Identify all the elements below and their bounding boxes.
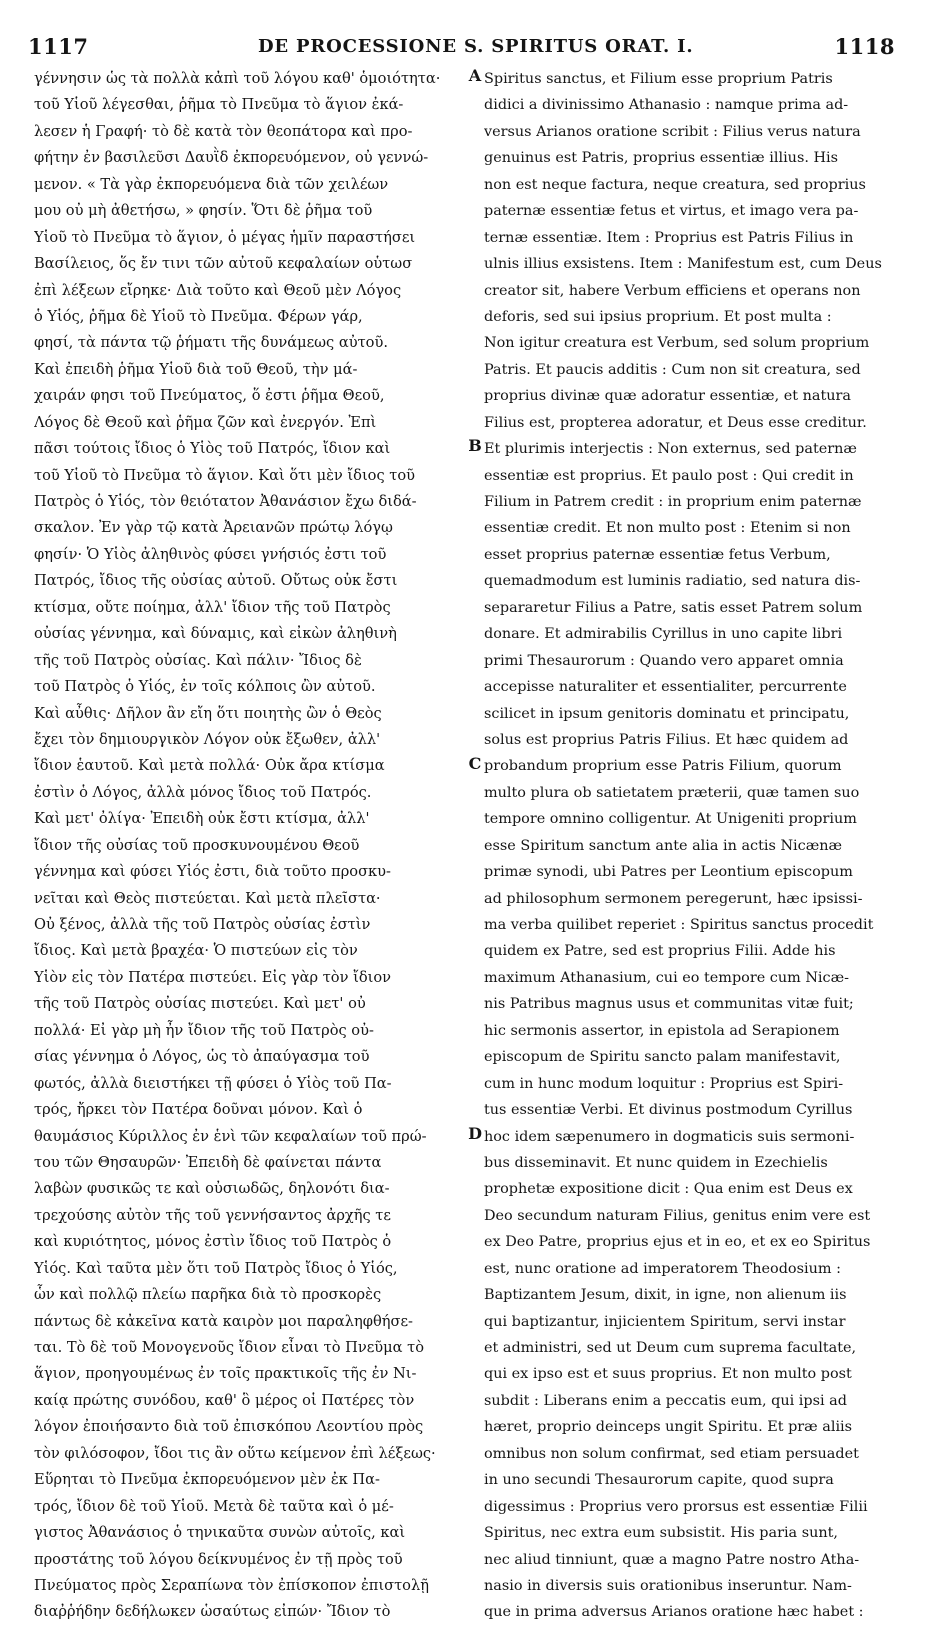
latin-text-line: primæ synodi, ubi Patres per Leontium episcopum [484, 864, 853, 881]
page-number-left: 1117 [28, 34, 89, 59]
greek-text-line: Λόγος δὲ Θεοῦ καὶ ῥῆμα ζῶν καὶ ἐνεργόν. Ἐπὶ [34, 413, 377, 431]
latin-text-line: prophetæ expositione dicit : Qua enim est Deus ex [484, 1181, 853, 1198]
latin-text-line: creator sit, habere Verbum efficiens et operans non [484, 282, 861, 299]
latin-text-line: ma verba quilibet reperiet : Spiritus sanctus procedit [484, 917, 874, 933]
greek-text-line: Καὶ ἐπειδὴ ῥῆμα Υἱοῦ διὰ τοῦ Θεοῦ, τὴν μά- [34, 360, 358, 378]
greek-text-line: πολλά· Εἰ γὰρ μὴ ἦν ἴδιον τῆς τοῦ Πατρὸς οὐ- [34, 1021, 374, 1039]
latin-text-line: donare. Et admirabilis Cyrillus in uno capite libri [484, 626, 843, 643]
greek-text-line: ἴδιον τῆς οὐσίας τοῦ προσκυνουμένου Θεοῦ [34, 836, 360, 854]
greek-text-line: χαιράν φησι τοῦ Πνεύματος, ὅ ἐστι ῥῆμα Θεοῦ, [34, 387, 385, 405]
latin-text-line: ternæ essentiæ. Item : Proprius est Patris Filius in [484, 229, 854, 246]
greek-text-line: καὶ κυριότητος, μόνος ἐστὶν ἴδιος τοῦ Πατρὸς ὁ [34, 1233, 392, 1251]
greek-text-line: ἐπὶ λέξεων εἴρηκε· Διὰ τοῦτο καὶ Θεοῦ μὲν Λόγος [34, 281, 402, 299]
latin-text-line: maximum Athanasium, cui eo tempore cum Nicæ- [484, 969, 849, 986]
greek-text-line: Υἱὸν εἰς τὸν Πατέρα πιστεύει. Εἰς γὰρ τὸν ἴδιον [34, 968, 391, 986]
greek-text-column [34, 66, 466, 1626]
latin-text-line: separaretur Filius a Patre, satis esset Patrem solum [484, 599, 863, 616]
greek-text-line: γιστος Ἀθανάσιος ὁ τηνικαῦτα συνὼν αὐτοῖς, καὶ [34, 1524, 406, 1542]
greek-text-line: μενον. « Τὰ γὰρ ἐκπορευόμενα διὰ τῶν χειλέων [34, 175, 389, 193]
latin-text-line: hæret, proprio deinceps ungit Spiritu. Et præ aliis [484, 1419, 853, 1436]
greek-text-line: Βασίλειος, ὅς ἔν τινι τῶν αὐτοῦ κεφαλαίων οὑτωσ [34, 255, 413, 273]
greek-text-line: φωτός, ἀλλὰ διειστήκει τῇ φύσει ὁ Υἱὸς τοῦ Πα- [34, 1074, 392, 1092]
greek-text-line: Καὶ αὖθις· Δῆλον ἂν εἴη ὅτι ποιητὴς ὢν ὁ Θεὸς [34, 704, 382, 722]
greek-text-line: Υἱοῦ τὸ Πνεῦμα τὸ ἅγιον, ὁ μέγας ἡμῖν παραστήσει [34, 228, 416, 246]
greek-text-line: νεῖται καὶ Θεὸς πιστεύεται. Καὶ μετὰ πλεῖστα· [34, 889, 381, 907]
latin-text-line: et administri, sed ut Deum cum suprema facultate, [484, 1340, 857, 1356]
greek-text-line: ἅγιον, προηγουμένως ἐν τοῖς πρακτικοῖς τῆς ἐν Νι- [34, 1365, 417, 1383]
greek-text-line: ται. Τὸ δὲ τοῦ Μονογενοῦς ἴδιον εἶναι τὸ Πνεῦμα τὸ [34, 1339, 424, 1356]
greek-text-line: σίας γέννημα ὁ Λόγος, ὡς τὸ ἀπαύγασμα τοῦ [34, 1048, 370, 1066]
margin-marker-b: B [468, 436, 482, 455]
latin-text-line: Filium in Patrem credit : in proprium enim paternæ [484, 494, 862, 510]
latin-text-line: in uno secundi Thesaurorum capite, quod supra [484, 1472, 834, 1489]
latin-text-line: ex Deo Patre, proprius ejus et in eo, et ex eo Spiritus [484, 1234, 871, 1251]
latin-text-line: quemadmodum est luminis radiatio, sed natura dis- [484, 573, 861, 590]
latin-text-line: multo plura ob satietatem præterii, quæ tamen suo [484, 784, 860, 801]
greek-text-line: Υἱός. Καὶ ταῦτα μὲν ὅτι τοῦ Πατρὸς ἴδιος ὁ Υἱός, [34, 1259, 398, 1277]
greek-text-line: Εὕρηται τὸ Πνεῦμα ἐκπορευόμενον μὲν ἐκ Πα- [34, 1471, 380, 1489]
greek-text-line: μου οὐ μὴ ἀθετήσω, » φησίν. Ὅτι δὲ ῥῆμα τοῦ [34, 202, 373, 220]
greek-text-line: Πατρὸς ὁ Υἱός, τὸν θειότατον Ἀθανάσιον ἔχω διδά- [34, 493, 417, 510]
greek-text-line: τρός, ἴδιον δὲ τοῦ Υἱοῦ. Μετὰ δὲ ταῦτα καὶ ὁ μέ- [34, 1497, 394, 1515]
greek-text-line: πάντως δὲ κἀκεῖνα κατὰ καιρὸν μοι παραληφθήσε- [34, 1312, 413, 1330]
latin-text-line: que in prima adversus Arianos oratione hæc habet : [484, 1604, 864, 1621]
latin-text-line: Filius est, propterea adoratur, et Deus esse creditur. [484, 414, 867, 431]
latin-text-line: Spiritus, nec extra eum subsistit. His paria sunt, [484, 1525, 838, 1542]
latin-text-line: tempore omnino colligentur. At Unigeniti proprium [484, 811, 857, 828]
greek-text-line: Πνεύματος πρὸς Σεραπίωνα τὸν ἐπίσκοπον ἐπιστολῇ [34, 1576, 429, 1594]
latin-text-line: subdit : Liberans enim a peccatis eum, qui ipsi ad [484, 1392, 847, 1409]
latin-text-line: cum in hunc modum loquitur : Proprius est Spiri- [484, 1075, 844, 1092]
greek-text-line: ὧν καὶ πολλῷ πλείω παρῆκα διὰ τὸ προσκορὲς [34, 1286, 382, 1304]
latin-text-line: Deo secundum naturam Filius, genitus enim vere est [484, 1207, 871, 1224]
greek-text-line: Οὐ ξένος, ἀλλὰ τῆς τοῦ Πατρὸς οὐσίας ἐστὶν [34, 916, 371, 933]
greek-text-line: προστάτης τοῦ λόγου δείκνυμένος ἐν τῇ πρὸς τοῦ [34, 1550, 403, 1568]
latin-text-line: proprius divinæ quæ adoratur essentiæ, et natura [484, 388, 851, 405]
latin-text-line: Spiritus sanctus, et Filium esse proprium Patris [484, 71, 833, 87]
greek-text-line: γέννημα καὶ φύσει Υἱός ἐστι, διὰ τοῦτο προσκυ- [34, 863, 391, 881]
latin-text-line: nis Patribus magnus usus et communitas vitæ fuit; [484, 996, 854, 1013]
greek-text-line: λόγον ἐποιήσαντο διὰ τοῦ ἐπισκόπου Λεοντίου πρὸς [34, 1418, 424, 1436]
latin-text-line: deforis, sed sui ipsius proprium. Et post multa : [484, 308, 832, 325]
greek-text-line: λεσεν ἡ Γραφή· τὸ δὲ κατὰ τὸν θεοπάτορα καὶ προ- [34, 122, 413, 140]
greek-text-line: Καὶ μετ' ὀλίγα· Ἐπειδὴ οὐκ ἔστι κτίσμα, ἀλλ' [34, 810, 370, 828]
greek-text-line: φησί, τὰ πάντα τῷ ῥήματι τῆς δυνάμεως αὐτοῦ. [34, 334, 388, 352]
margin-marker-c: C [468, 754, 482, 773]
greek-text-line: ἔχει τὸν δημιουργικὸν Λόγον οὐκ ἔξωθεν, ἀλλ' [34, 730, 381, 748]
margin-marker-d: D [468, 1124, 482, 1143]
latin-text-line: omnibus non solum confirmat, sed etiam persuadet [484, 1445, 859, 1462]
greek-text-line: λαβὼν φυσικῶς τε καὶ οὐσιωδῶς, δηλονότι δια- [34, 1180, 390, 1198]
greek-text-line: ἴδιος. Καὶ μετὰ βραχέα· Ὁ πιστεύων εἰς τὸν [34, 942, 358, 960]
latin-text-line: paternæ essentiæ fetus et virtus, et imago vera pa- [484, 203, 859, 220]
latin-text-line: primi Thesaurorum : Quando vero apparet omnia [484, 652, 844, 669]
latin-text-line: qui baptizantur, injicientem Spiritum, servi instar [484, 1313, 846, 1330]
greek-text-line: ἐστὶν ὁ Λόγος, ἀλλὰ μόνος ἴδιος τοῦ Πατρός. [34, 783, 372, 801]
latin-text-line: bus disseminavit. Et nunc quidem in Ezechielis [484, 1154, 828, 1171]
latin-text-column [484, 66, 904, 1626]
greek-text-line: τοῦ Υἱοῦ τὸ Πνεῦμα τὸ ἅγιον. Καὶ ὅτι μὲν ἴδιος τοῦ [34, 466, 415, 484]
greek-text-line: Πατρός, ἴδιος τῆς οὐσίας αὐτοῦ. Οὔτως οὐκ ἔστι [34, 572, 398, 590]
margin-marker-a: A [468, 66, 482, 85]
latin-text-line: essentiæ est proprius. Et paulo post : Qui credit in [484, 467, 854, 484]
greek-text-line: τῆς τοῦ Πατρὸς οὐσίας πιστεύει. Καὶ μετ' οὐ [34, 995, 366, 1013]
page-number-right: 1118 [834, 34, 895, 59]
latin-text-line: genuinus est Patris, proprius essentiæ illius. His [484, 150, 839, 167]
greek-text-line: πᾶσι τούτοις ἴδιος ὁ Υἱὸς τοῦ Πατρός, ἴδιον καὶ [34, 440, 391, 458]
greek-text-line: τῆς τοῦ Πατρὸς οὐσίας. Καὶ πάλιν· Ἴδιος δὲ [34, 651, 362, 669]
latin-text-line: nec aliud tinniunt, quæ a magno Patre nostro Atha- [484, 1551, 860, 1568]
latin-text-line: episcopum de Spiritu sancto palam manifestavit, [484, 1049, 841, 1066]
greek-text-line: τὸν φιλόσοφον, ἴδοι τις ἂν οὕτω κείμενον ἐπὶ λέξεως· [34, 1444, 436, 1462]
greek-text-line: κτίσμα, οὔτε ποίημα, ἀλλ' ἴδιον τῆς τοῦ Πατρὸς [34, 598, 391, 616]
latin-text-line: tus essentiæ Verbi. Et divinus postmodum Cyrillus [484, 1102, 853, 1119]
greek-text-line: τρεχούσης αὐτὸν τῆς τοῦ γεννήσαντος ἀρχῆς τε [34, 1206, 391, 1224]
latin-text-line: non est neque factura, neque creatura, sed proprius [484, 176, 866, 193]
latin-text-line: versus Arianos oratione scribit : Filius verus natura [484, 123, 861, 140]
greek-text-line: τοῦ Πατρὸς ὁ Υἱός, ἐν τοῖς κόλποις ὢν αὐτοῦ. [34, 678, 376, 696]
latin-text-line: est, nunc oratione ad imperatorem Theodosium : [484, 1260, 841, 1277]
greek-text-line: θαυμάσιος Κύριλλος ἐν ἑνὶ τῶν κεφαλαίων τοῦ πρώ- [34, 1127, 427, 1145]
latin-text-line: digessimus : Proprius vero prorsus est essentiæ Filii [484, 1498, 868, 1515]
greek-text-line: του τῶν Θησαυρῶν· Ἐπειδὴ δὲ φαίνεται πάντα [34, 1153, 382, 1171]
latin-text-line: esset proprius paternæ essentiæ fetus Verbum, [484, 546, 831, 563]
greek-text-line: τοῦ Υἱοῦ λέγεσθαι, ῥῆμα τὸ Πνεῦμα τὸ ἅγιον ἐκά- [34, 96, 404, 114]
latin-text-line: nasio in diversis suis orationibus inseruntur. Nam- [484, 1577, 852, 1594]
greek-text-line: οὐσίας γέννημα, καὶ δύναμις, καὶ εἰκὼν ἀληθινὴ [34, 625, 397, 643]
running-title: DE PROCESSIONE S. SPIRITUS ORAT. I. [258, 36, 694, 57]
latin-text-line: Baptizantem Jesum, dixit, in igne, non alienum iis [484, 1287, 847, 1304]
latin-text-line: esse Spiritum sanctum ante alia in actis Nicænæ [484, 837, 843, 854]
latin-text-line: quidem ex Patre, sed est proprius Filii. Adde his [484, 943, 836, 960]
greek-text-line: σκαλον. Ἐν γὰρ τῷ κατὰ Ἀρειανῶν πρώτῳ λόγῳ [34, 519, 393, 537]
latin-text-line: ad philosophum sermonem peregerunt, hæc ipsissi- [484, 890, 863, 907]
latin-text-line: Patris. Et paucis additis : Cum non sit creatura, sed [484, 361, 861, 378]
latin-text-line: Et plurimis interjectis : Non externus, sed paternæ [484, 441, 857, 458]
latin-text-line: solus est proprius Patris Filius. Et hæc quidem ad [484, 731, 849, 748]
latin-text-line: probandum proprium esse Patris Filium, quorum [484, 758, 842, 775]
latin-text-line: ulnis illius exsistens. Item : Manifestum est, cum Deus [484, 256, 882, 273]
greek-text-line: ἴδιον ἑαυτοῦ. Καὶ μετὰ πολλά· Οὐκ ἄρα κτίσμα [34, 757, 385, 775]
running-header [28, 34, 895, 62]
latin-text-line: Non igitur creatura est Verbum, sed solum proprium [484, 335, 870, 352]
greek-text-line: γέννησιν ὡς τὰ πολλὰ κἀπὶ τοῦ λόγου καθ' ὁμοιότητα· [34, 70, 441, 87]
latin-text-line: hic sermonis assertor, in epistola ad Serapionem [484, 1022, 840, 1039]
latin-text-line: hoc idem sæpenumero in dogmaticis suis sermoni- [484, 1128, 855, 1145]
greek-text-line: φησίν· Ὁ Υἱὸς ἀληθινὸς φύσει γνήσιός ἐστι τοῦ [34, 545, 387, 563]
greek-text-line: φήτην ἐν βασιλεῦσι Δαυῒδ ἐκπορευόμενον, οὐ γεννώ- [34, 149, 429, 167]
latin-text-line: qui ex ipso est et suus proprius. Et non multo post [484, 1366, 852, 1383]
latin-text-line: accepisse naturaliter et essentialiter, percurrente [484, 679, 847, 696]
latin-text-line: scilicet in ipsum genitoris dominatu et principatu, [484, 705, 850, 722]
greek-text-line: ὁ Υἱός, ῥῆμα δὲ Υἱοῦ τὸ Πνεῦμα. Φέρων γάρ, [34, 307, 363, 325]
latin-text-line: essentiæ credit. Et non multo post : Etenim si non [484, 520, 851, 537]
greek-text-line: τρός, ἤρκει τὸν Πατέρα δοῦναι μόνον. Καὶ ὁ [34, 1101, 363, 1119]
latin-text-line: didici a divinissimo Athanasio : namque prima ad- [484, 97, 849, 114]
greek-text-line: διαῤῥήδην δεδήλωκεν ὡσαύτως εἰπών· Ἴδιον τὸ [34, 1603, 391, 1621]
greek-text-line: καίᾳ πρώτης συνόδου, καθ' ὃ μέρος οἱ Πατέρες τὸν [34, 1391, 415, 1409]
